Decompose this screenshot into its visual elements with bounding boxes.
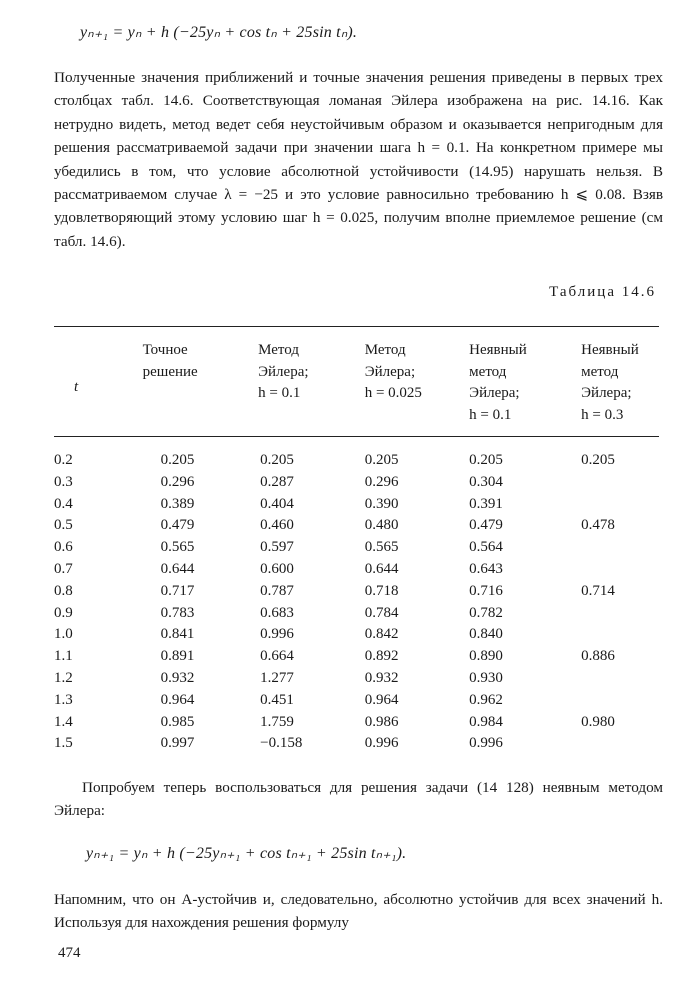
- cell-exact: 0.717: [160, 582, 195, 599]
- cell-euler-h0025: 0.205: [364, 452, 399, 468]
- cell-euler-h01: 0.460: [260, 517, 294, 534]
- table-body: [54, 450, 659, 755]
- cell-implicit-h03: 0.714: [581, 582, 615, 599]
- cell-implicit-h01: 0.930: [469, 669, 503, 686]
- cell-euler-h01: 0.287: [260, 473, 294, 490]
- cell-t: 0.8: [54, 582, 73, 599]
- table-row: [54, 494, 659, 516]
- cell-exact: 0.205: [160, 452, 195, 468]
- cell-euler-h0025: 0.296: [364, 473, 399, 490]
- cell-exact: 0.985: [160, 713, 195, 730]
- cell-euler-h01: 0.451: [260, 691, 294, 708]
- table-row: [54, 690, 659, 712]
- cell-t: 0.9: [54, 604, 73, 621]
- cell-exact: 0.841: [160, 626, 195, 643]
- table-row: [54, 712, 659, 734]
- cell-t: 0.7: [54, 560, 73, 577]
- cell-implicit-h01: 0.304: [469, 473, 503, 490]
- cell-t: 1.1: [54, 648, 73, 665]
- cell-implicit-h01: 0.391: [469, 495, 503, 512]
- header-exact: Точное решение: [142, 342, 198, 380]
- cell-implicit-h03: 0.980: [581, 713, 615, 730]
- cell-t: 0.5: [54, 517, 73, 534]
- paragraph-a-stability: Напомним, что он A-устойчив и, следовательно, абсолютно устойчив для всех значений h. Используя для нахождения решения формулу: [54, 891, 663, 932]
- page-number: 474: [58, 945, 81, 961]
- cell-euler-h01: −0.158: [260, 735, 303, 752]
- formula-explicit-euler: yₙ₊₁ = yₙ + h (−25yₙ + cos tₙ + 25sin tₙ).: [80, 24, 358, 41]
- cell-euler-h01: 0.597: [260, 539, 294, 556]
- cell-euler-h01: 0.996: [260, 626, 294, 643]
- cell-exact: 0.891: [160, 648, 195, 665]
- cell-euler-h0025: 0.986: [364, 713, 399, 730]
- cell-exact: 0.296: [160, 473, 195, 490]
- cell-t: 1.4: [54, 713, 73, 730]
- cell-implicit-h01: 0.564: [469, 539, 503, 556]
- cell-euler-h01: 0.404: [260, 495, 294, 512]
- cell-euler-h01: 0.787: [260, 582, 294, 599]
- header-euler-h01: Метод Эйлера; h = 0.1: [258, 342, 309, 401]
- cell-euler-h0025: 0.784: [364, 604, 399, 621]
- cell-euler-h0025: 0.932: [364, 669, 399, 686]
- header-euler-h0025: Метод Эйлера; h = 0.025: [364, 342, 422, 401]
- cell-implicit-h01: 0.782: [469, 604, 503, 621]
- cell-t: 1.3: [54, 691, 73, 708]
- cell-implicit-h03: [575, 668, 659, 690]
- header-implicit-h03: Неявный метод Эйлера; h = 0.3: [581, 342, 639, 423]
- cell-t: 1.0: [54, 626, 73, 643]
- table-row: [54, 559, 659, 581]
- table-row: [54, 603, 659, 625]
- cell-implicit-h01: 0.962: [469, 691, 503, 708]
- header-t: t: [74, 379, 79, 396]
- cell-t: 0.2: [54, 452, 73, 468]
- cell-implicit-h03: [575, 559, 659, 581]
- cell-t: 0.4: [54, 495, 73, 512]
- cell-exact: 0.565: [160, 539, 195, 556]
- cell-euler-h0025: 0.842: [364, 626, 399, 643]
- cell-exact: 0.479: [160, 517, 195, 534]
- table-caption: Таблица 14.6: [549, 284, 656, 300]
- cell-implicit-h01: 0.479: [469, 517, 503, 534]
- cell-t: 1.5: [54, 735, 73, 752]
- table-row: [54, 450, 659, 472]
- cell-euler-h0025: 0.964: [364, 691, 399, 708]
- cell-euler-h0025: 0.718: [364, 582, 399, 599]
- cell-euler-h0025: 0.644: [364, 560, 399, 577]
- cell-implicit-h03: [575, 603, 659, 625]
- cell-exact: 0.997: [160, 735, 195, 752]
- cell-implicit-h01: 0.996: [469, 735, 503, 752]
- cell-t: 1.2: [54, 669, 73, 686]
- table-row: [54, 668, 659, 690]
- table-row: [54, 472, 659, 494]
- table-header-row: [54, 340, 659, 436]
- cell-exact: 0.964: [160, 691, 195, 708]
- cell-implicit-h03: [575, 733, 659, 755]
- results-table: [54, 340, 659, 755]
- table-top-rule: [54, 326, 659, 327]
- cell-euler-h0025: 0.996: [364, 735, 399, 752]
- table-row: [54, 515, 659, 537]
- table-row: [54, 581, 659, 603]
- formula-implicit-euler: yₙ₊₁ = yₙ + h (−25yₙ₊₁ + cos tₙ₊₁ + 25sin tₙ₊₁).: [86, 845, 407, 862]
- cell-implicit-h03: 0.205: [581, 452, 615, 468]
- cell-t: 0.6: [54, 539, 73, 556]
- cell-implicit-h03: [575, 690, 659, 712]
- cell-implicit-h03: [575, 494, 659, 516]
- table-row: [54, 733, 659, 755]
- cell-exact: 0.932: [160, 669, 195, 686]
- paragraph-results-discussion: Полученные значения приближений и точные значения решения приведены в первых трех столбцах табл. 14.6. Соответствующая ломаная Эйлера изображена на рис. 14.16. Как нетрудно видеть, метод ведет себя неустойчивым образом и оказывается непригодным для решения рассматриваемой задачи при значении шага h = 0.1. На конкретном примере мы убедились в том, что условие абсолютной устойчивости (14.95) нарушать нельзя. В рассматриваемом случае λ = −25 и это условие равносильно требованию h ⩽ 0.08. Взяв удовлетворяющий этому условию шаг h = 0.025, получим вполне приемлемое решение (см табл. 14.6).: [54, 69, 663, 250]
- cell-euler-h0025: 0.565: [364, 539, 399, 556]
- table-row: [54, 624, 659, 646]
- cell-implicit-h01: 0.890: [469, 648, 503, 665]
- paragraph-implicit-intro: Попробуем теперь воспользоваться для решения задачи (14 128) неявным методом Эйлера:: [54, 779, 663, 820]
- cell-euler-h0025: 0.892: [364, 648, 399, 665]
- cell-euler-h0025: 0.480: [364, 517, 399, 534]
- cell-euler-h0025: 0.390: [364, 495, 399, 512]
- table-row: [54, 646, 659, 668]
- cell-implicit-h01: 0.643: [469, 560, 503, 577]
- cell-exact: 0.389: [160, 495, 195, 512]
- header-implicit-h01: Неявный метод Эйлера; h = 0.1: [469, 342, 527, 423]
- cell-exact: 0.783: [160, 604, 195, 621]
- table-row: [54, 537, 659, 559]
- cell-implicit-h03: [575, 472, 659, 494]
- cell-implicit-h01: 0.984: [469, 713, 503, 730]
- cell-implicit-h01: 0.716: [469, 582, 503, 599]
- cell-euler-h01: 0.683: [260, 604, 294, 621]
- cell-euler-h01: 0.205: [260, 452, 294, 468]
- cell-euler-h01: 0.600: [260, 560, 294, 577]
- cell-euler-h01: 1.277: [260, 669, 294, 686]
- cell-euler-h01: 1.759: [260, 713, 294, 730]
- cell-t: 0.3: [54, 473, 73, 490]
- cell-implicit-h01: 0.205: [469, 452, 503, 468]
- cell-implicit-h03: 0.886: [581, 648, 615, 665]
- cell-euler-h01: 0.664: [260, 648, 294, 665]
- cell-exact: 0.644: [160, 560, 195, 577]
- cell-implicit-h03: [575, 624, 659, 646]
- cell-implicit-h03: [575, 537, 659, 559]
- cell-implicit-h01: 0.840: [469, 626, 503, 643]
- cell-implicit-h03: 0.478: [581, 517, 615, 534]
